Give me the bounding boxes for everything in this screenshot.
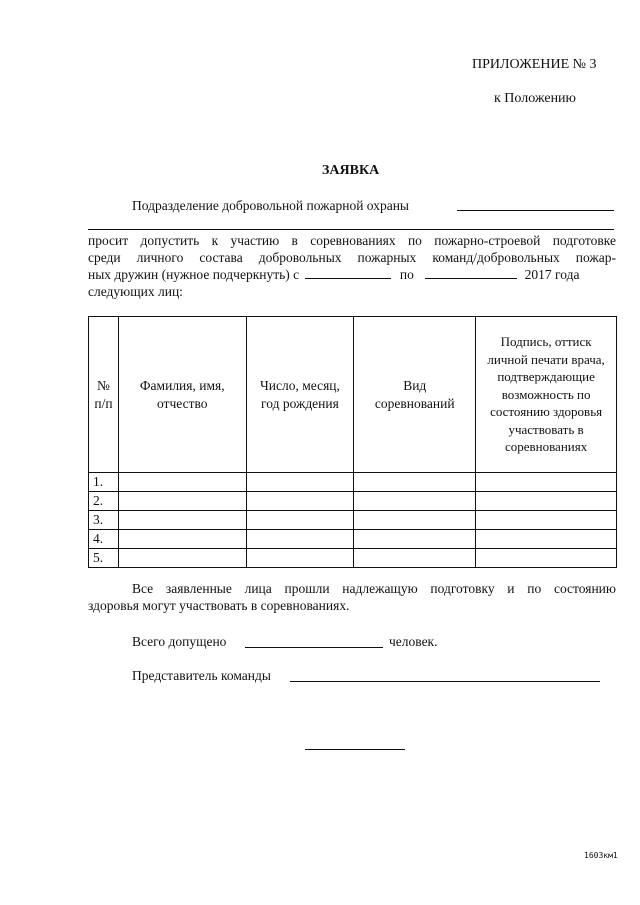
table-row xyxy=(89,530,617,549)
row-number: 5. xyxy=(89,549,119,568)
name-cell[interactable] xyxy=(118,530,246,549)
col-competition-type: Вид соревнований xyxy=(354,317,476,473)
date-to-blank[interactable] xyxy=(425,266,517,279)
name-cell[interactable] xyxy=(118,473,246,492)
signature-cell[interactable] xyxy=(476,530,617,549)
birth-date-cell[interactable] xyxy=(246,473,354,492)
representative-label: Представитель команды xyxy=(132,668,271,683)
competition-cell[interactable] xyxy=(354,473,476,492)
date-to-label: по xyxy=(399,267,414,282)
col-doctor-signature: Подпись, оттиск личной печати врача, подтверждающие возможность по состоянию здоровья участвовать в соревнованиях xyxy=(476,317,617,473)
row-number: 1. xyxy=(89,473,119,492)
table-row xyxy=(89,511,617,530)
signature-cell[interactable] xyxy=(476,492,617,511)
request-line-2: среди личного состава добровольных пожарных команд/добровольных пожар- xyxy=(88,250,616,265)
birth-date-cell[interactable] xyxy=(246,549,354,568)
col-number: № п/п xyxy=(89,317,119,473)
row-number: 4. xyxy=(89,530,119,549)
admitted-unit: человек. xyxy=(389,634,438,649)
table-row xyxy=(89,473,617,492)
footer-code: 1603км1 xyxy=(584,851,618,860)
competition-cell[interactable] xyxy=(354,492,476,511)
birth-date-cell[interactable] xyxy=(246,492,354,511)
name-cell[interactable] xyxy=(118,492,246,511)
col-birth-date: Число, месяц, год рождения xyxy=(246,317,354,473)
name-cell[interactable] xyxy=(118,549,246,568)
unit-label: Подразделение добровольной пожарной охраны xyxy=(132,198,410,213)
appendix-number: ПРИЛОЖЕНИЕ № 3 xyxy=(472,57,597,72)
unit-name-blank[interactable] xyxy=(457,210,614,211)
admitted-label: Всего допущено xyxy=(132,634,227,649)
representative-blank[interactable] xyxy=(290,681,600,682)
date-from-label: ных дружин (нужное подчеркнуть) с xyxy=(88,267,300,282)
competition-cell[interactable] xyxy=(354,511,476,530)
unit-name-blank-2[interactable] xyxy=(88,229,614,230)
admitted-count-blank[interactable] xyxy=(245,647,383,648)
birth-date-cell[interactable] xyxy=(246,511,354,530)
request-line-1: просит допустить к участию в соревнованиях по пожарно-строевой подготовке xyxy=(88,233,616,248)
row-number: 3. xyxy=(89,511,119,530)
signature-cell[interactable] xyxy=(476,511,617,530)
request-line-4: следующих лиц: xyxy=(88,284,183,299)
name-cell[interactable] xyxy=(118,511,246,530)
col-full-name: Фамилия, имя, отчество xyxy=(118,317,246,473)
competition-cell[interactable] xyxy=(354,549,476,568)
closing-divider xyxy=(305,749,405,750)
birth-date-cell[interactable] xyxy=(246,530,354,549)
to-regulation: к Положению xyxy=(494,91,577,106)
table-header-row xyxy=(89,317,617,473)
date-from-blank[interactable] xyxy=(305,266,391,279)
participants-table xyxy=(88,316,617,568)
statement-line-2: здоровья могут участвовать в соревнованиях. xyxy=(88,598,350,613)
table-row xyxy=(89,492,617,511)
request-line-3 xyxy=(88,266,616,284)
signature-cell[interactable] xyxy=(476,473,617,492)
signature-cell[interactable] xyxy=(476,549,617,568)
competition-cell[interactable] xyxy=(354,530,476,549)
statement-line-1: Все заявленные лица прошли надлежащую подготовку и по состоянию xyxy=(132,581,616,596)
year-label: 2017 года xyxy=(524,267,580,282)
row-number: 2. xyxy=(89,492,119,511)
table-row xyxy=(89,549,617,568)
page-title: ЗАЯВКА xyxy=(322,163,380,178)
